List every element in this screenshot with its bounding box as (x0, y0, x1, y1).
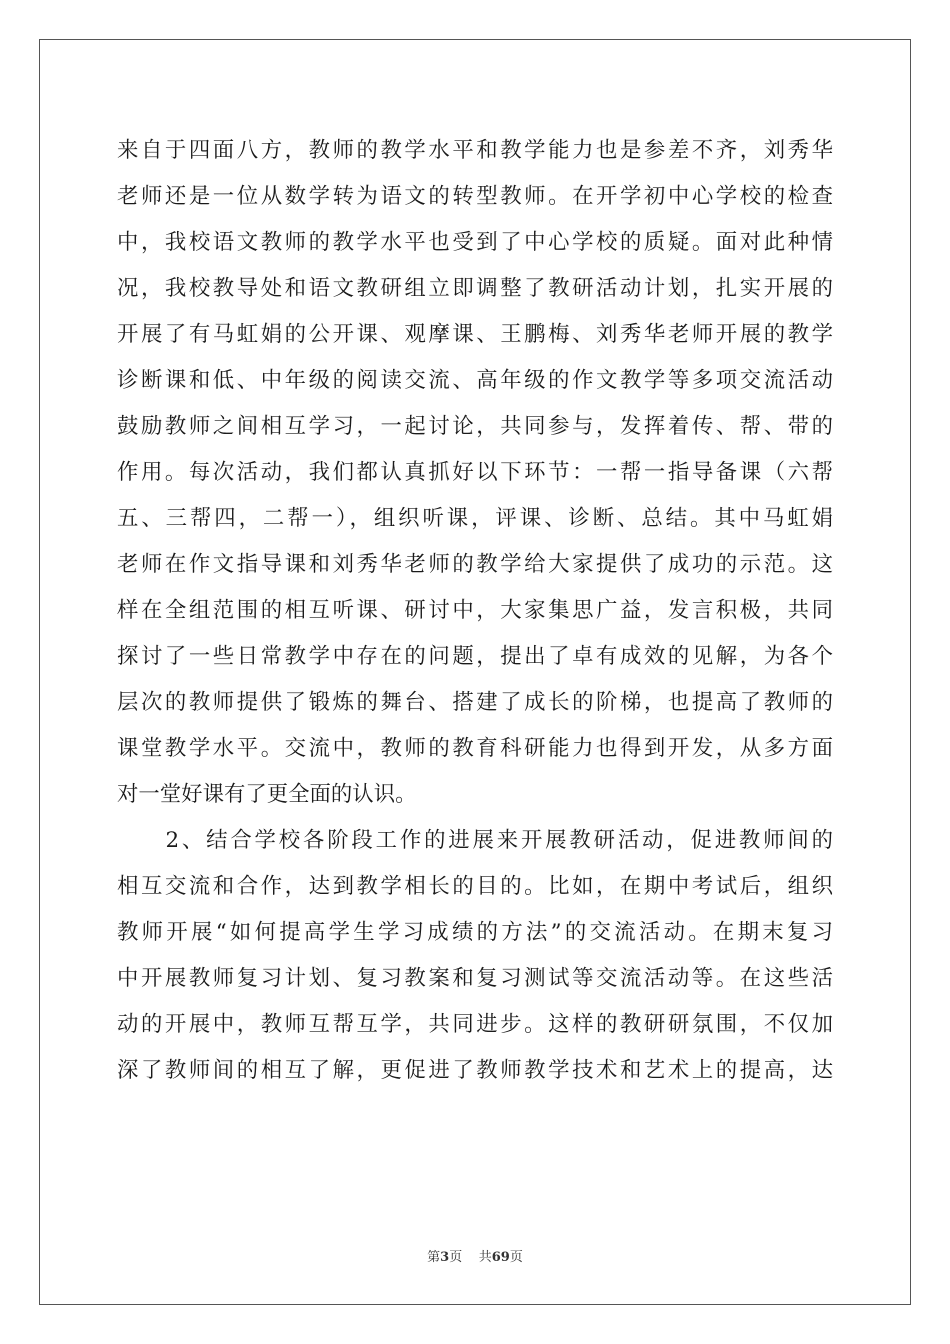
total-pages: 69 (491, 1250, 510, 1265)
page-number: 3 (440, 1250, 450, 1265)
text-line: 对一堂好课有了更全面的认识。 (117, 782, 417, 807)
text-line: 2、结合学校各阶段工作的进展来开展教研活动，促进教师间的 (117, 828, 833, 853)
text-line: 作用。每次活动，我们都认真抓好以下环节：一帮一指导备课（六帮 (117, 460, 833, 485)
document-body (117, 128, 833, 1094)
text-line: 老师在作文指导课和刘秀华老师的教学给大家提供了成功的示范。这 (117, 552, 833, 577)
text-line: 中，我校语文教师的教学水平也受到了中心学校的质疑。面对此种情 (117, 230, 833, 255)
paragraph-1 (117, 128, 833, 818)
page-footer (0, 1246, 950, 1265)
text-line: 探讨了一些日常教学中存在的问题，提出了卓有成效的见解，为各个 (117, 644, 833, 669)
footer-prefix: 第 (427, 1250, 441, 1265)
text-line: 中开展教师复习计划、复习教案和复习测试等交流活动等。在这些活 (117, 966, 833, 991)
text-line: 开展了有马虹娟的公开课、观摩课、王鹏梅、刘秀华老师开展的教学 (117, 322, 833, 347)
text-line: 课堂教学水平。交流中，教师的教育科研能力也得到开发，从多方面 (117, 736, 833, 761)
text-line: 样在全组范围的相互听课、研讨中，大家集思广益，发言积极，共同 (117, 598, 833, 623)
text-line: 老师还是一位从数学转为语文的转型教师。在开学初中心学校的检查 (117, 184, 833, 209)
text-line: 五、三帮四，二帮一），组织听课，评课、诊断、总结。其中马虹娟 (117, 506, 833, 531)
page-suffix: 页 (449, 1250, 463, 1265)
total-suffix: 页 (509, 1250, 523, 1265)
text-line: 鼓励教师之间相互学习，一起讨论，共同参与，发挥着传、帮、带的 (117, 414, 833, 439)
text-line: 层次的教师提供了锻炼的舞台、搭建了成长的阶梯，也提高了教师的 (117, 690, 833, 715)
text-line: 动的开展中，教师互帮互学，共同进步。这样的教研研氛围，不仅加 (117, 1012, 833, 1037)
text-line: 况，我校教导处和语文教研组立即调整了教研活动计划，扎实开展的 (117, 276, 833, 301)
text-line: 深了教师间的相互了解，更促进了教师教学技术和艺术上的提高，达 (117, 1058, 833, 1083)
paragraph-2 (117, 818, 833, 1094)
text-line: 来自于四面八方，教师的教学水平和教学能力也是参差不齐，刘秀华 (117, 138, 833, 163)
text-line: 诊断课和低、中年级的阅读交流、高年级的作文教学等多项交流活动 (117, 368, 833, 393)
text-line: 相互交流和合作，达到教学相长的目的。比如，在期中考试后，组织 (117, 874, 833, 899)
total-prefix: 共 (478, 1250, 492, 1265)
text-line: 教师开展“如何提高学生学习成绩的方法”的交流活动。在期末复习 (117, 920, 833, 945)
